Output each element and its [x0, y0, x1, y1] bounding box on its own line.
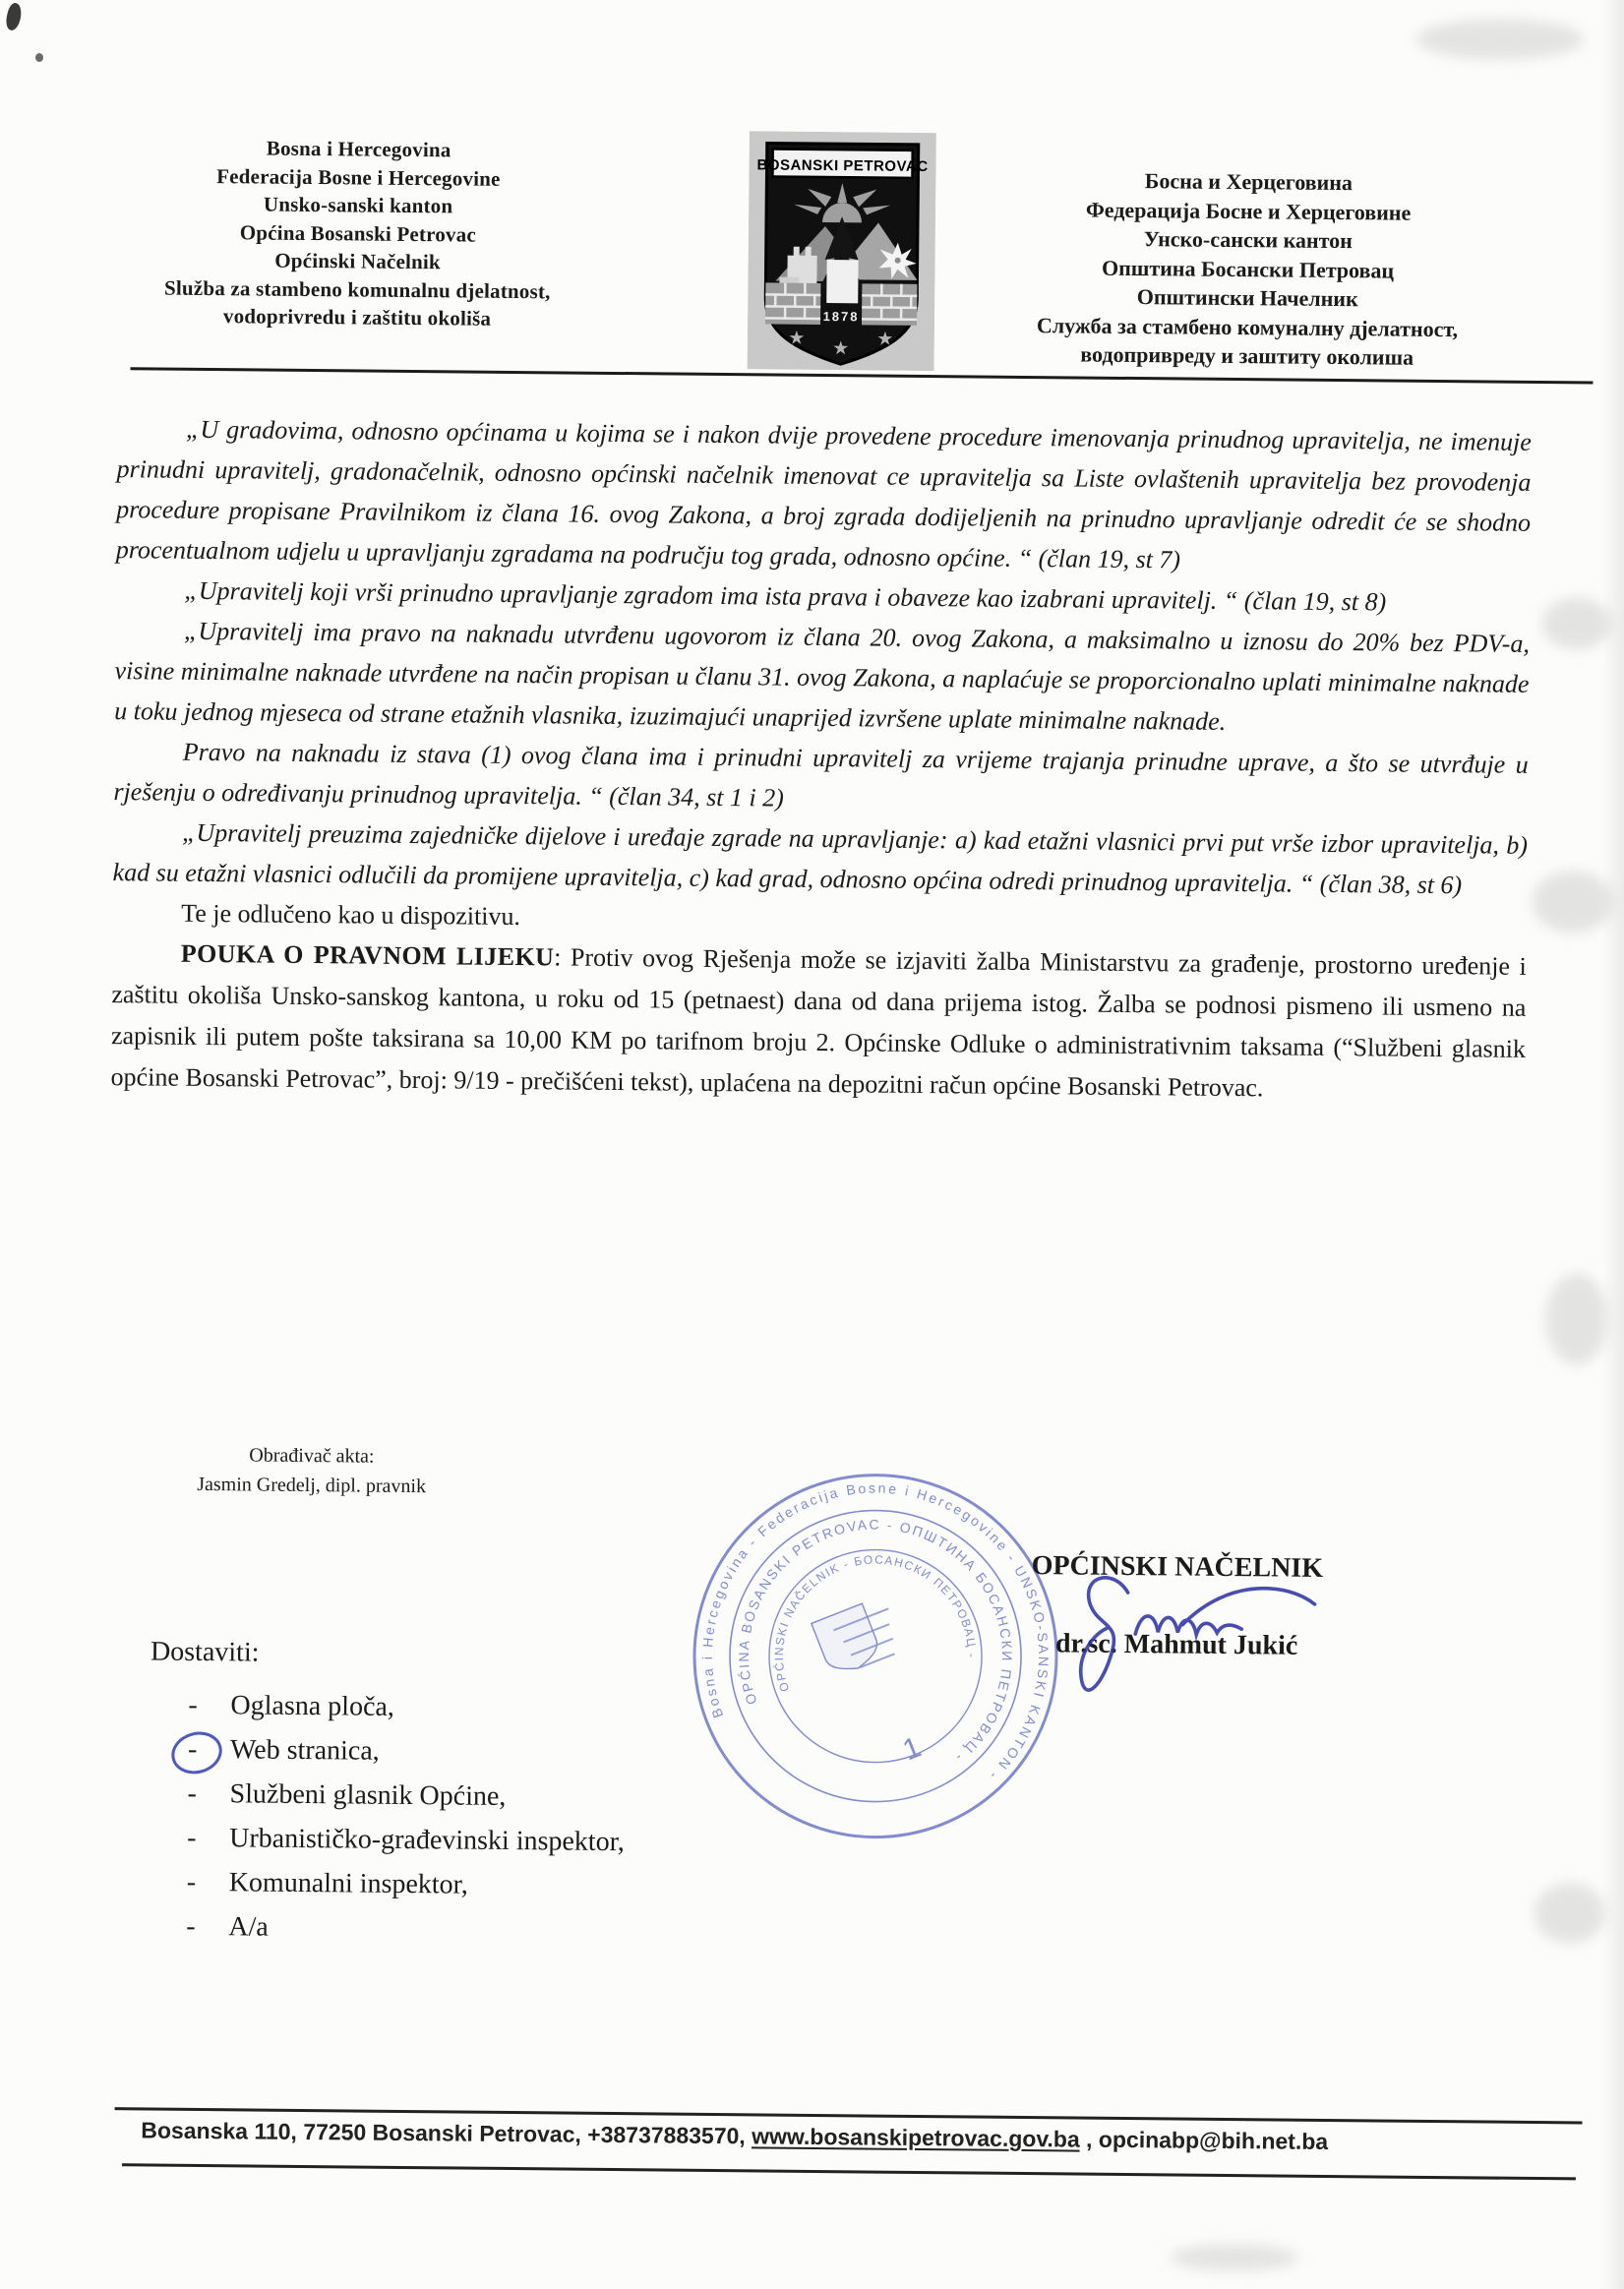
list-item-text: Komunalni inspektor, — [228, 1867, 468, 1900]
header-latin-line: vodoprivredu i zaštitu okoliša — [222, 304, 492, 331]
list-item — [150, 1733, 759, 1783]
signatory-title: OPĆINSKI NAČELNIK — [1031, 1550, 1324, 1584]
footer-website: www.bosanskipetrovac.gov.ba — [752, 2123, 1080, 2152]
header-cyrillic-line: Општински Начелник — [1136, 284, 1358, 312]
list-item — [150, 1689, 759, 1739]
handwritten-signature-icon — [1032, 1562, 1329, 1722]
distribution-label: Dostaviti: — [150, 1636, 260, 1668]
coat-of-arms-year: 1878 — [822, 308, 860, 325]
act-processor-label: Obrađivač akta: — [249, 1444, 375, 1468]
scan-artifact — [1602, 0, 1624, 2289]
distribution-list — [148, 1636, 760, 1960]
header-cyrillic-line: Општина Босански Петровац — [1101, 255, 1395, 283]
stamp-number: 1 — [898, 1730, 926, 1768]
list-dash: - — [187, 1822, 197, 1853]
list-item-text: Službeni glasnik Općine, — [229, 1778, 507, 1812]
act-processor-name: Jasmin Gredelj, dipl. pravnik — [197, 1473, 427, 1498]
scan-artifact — [1171, 2245, 1298, 2270]
list-dash: - — [187, 1777, 198, 1809]
coat-of-arms-icon — [748, 131, 936, 371]
list-item — [148, 1866, 757, 1916]
footer-address: Bosanska 110, 77250 Bosanski Petrovac, +38737883570, — [141, 2117, 752, 2149]
scan-artifact — [1546, 1274, 1607, 1364]
scan-artifact — [35, 53, 43, 62]
header-cyrillic — [957, 164, 1539, 373]
header-cyrillic-line: водопривреду и заштиту околиша — [1080, 341, 1414, 370]
decision-line: Te je odlučeno kao u dispozitivu. — [181, 898, 521, 932]
svg-text:★: ★ — [788, 328, 806, 349]
footer-divider-bottom — [122, 2163, 1576, 2180]
quoted-paragraph: „U gradovima, odnosno općinama u kojima se i nakon dvije provedene procedure imenovanja prinudnog upravitelja, ne imenuje prinudni upravitelj, gradonačelnik, odnosno općinski načelnik imenovat ce upravitelja sa Liste ovlaštenih upravitelja bez provodenja procedure propisane Pravilnikom iz člana 16. ovog Zakona, a broj zgrada dodijeljenih na prinudno upravljanje odredit će se shodno procentualnom udjelu u upravljanju zgradama na području tog grada, odnosno općine. “ (član 19, st 7) — [115, 414, 1533, 574]
stamp-ring-middle-text: OPĆINA BOSANSKI PETROVAC - ОПШТИНА БОСАНСКИ ПЕТРОВАЦ - — [736, 1516, 1016, 1767]
quoted-paragraph: „Upravitelj ima pravo na naknadu utvrđenu ugovorom iz člana 20. ovog Zakona, a maksimalno u iznosu do 20% bez PDV-a, visine minimalne naknade utvrđene na način propisan u članu 31. ovog Zakona, a naplaćuje se proporcionalno uplati minimalne naknade u toku jednog mjeseca od strane etažnih vlasnika, izuzimajući unaprijed izvršene uplate minimalne naknade. — [114, 616, 1531, 736]
svg-text:★: ★ — [876, 329, 894, 350]
header-cyrillic-line: Босна и Херцеговина — [1144, 168, 1353, 196]
header-latin-line: Općinski Načelnik — [274, 248, 441, 274]
legal-remedy-text: : Protiv ovog Rješenja može se izjaviti žalba Ministarstvu za građenje, prostorno uređenje i zaštitu okoliša Unsko-sanskog kantona, u roku od 15 (petnaest) dana od dana prijema istog. Žalba se podnosi pismeno ili usmeno na zapisnik ili putem pošte taksirana sa 10,00 KM po tarifnom broju 2. Općinske Odluke o administrativnim taksama (“Službeni glasnik općine Bosanski Petrovac”, broj: 9/19 - prečišćeni tekst), uplaćena na depozitni račun općine Bosanski Petrovac. — [110, 942, 1527, 1103]
quoted-paragraph: „Upravitelj koji vrši prinudno upravljanje zgradom ima ista prava i obaveze kao izabrani upravitelj. “ (član 19, st 8) — [184, 575, 1387, 617]
scan-artifact — [1534, 1884, 1605, 1943]
coat-of-arms — [748, 131, 936, 371]
header-latin-line: Služba za stambeno komunalnu djelatnost, — [163, 275, 551, 303]
document-body — [110, 408, 1532, 1112]
header-cyrillic-line: Служба за стамбено комуналну дјелатност, — [1036, 312, 1459, 341]
header-latin-line: Federacija Bosne i Hercegovine — [216, 163, 501, 191]
scan-artifact — [1416, 20, 1584, 59]
list-item-text: Oglasna ploča, — [230, 1690, 395, 1722]
list-item — [148, 1910, 757, 1960]
legal-remedy-paragraph — [110, 933, 1527, 1112]
legal-remedy-label: POUKA O PRAVNOM LIJEKU — [180, 938, 555, 972]
signatory-name: dr.sc. Mahmut Jukić — [1054, 1628, 1298, 1661]
list-dash: - — [186, 1910, 196, 1942]
scan-artifact — [1533, 872, 1613, 933]
svg-text:★: ★ — [832, 338, 850, 360]
quoted-paragraph: „Upravitelj preuzima zajedničke dijelove i uređaje zgrade na upravljanje: a) kad etažni vlasnici prvi put vrše izbor upravitelja, b) kad su etažni vlasnici odlučili da promijene upravitelja, c) kad grad, odnosno općina odredi prinudnog upravitelja. “ (član 38, st 6) — [112, 817, 1529, 900]
act-processor — [125, 1439, 500, 1502]
list-item-text: Urbanističko-građevinski inspektor, — [229, 1823, 626, 1858]
footer-contact — [141, 2117, 1478, 2156]
list-dash: - — [186, 1866, 197, 1897]
list-item — [149, 1822, 758, 1872]
list-item — [149, 1777, 758, 1828]
list-dash: - — [188, 1689, 198, 1720]
footer-email: , opcinabp@bih.net.ba — [1079, 2126, 1329, 2155]
handwritten-signature — [1032, 1562, 1329, 1722]
stamp-ring-outer-text: Bosna i Hercegovina - Federacija Bosne i Hercegovine - UNSKO-SANSKI KANTON - — [699, 1479, 1053, 1785]
scan-artifact — [1542, 598, 1611, 649]
list-item-text: A/a — [228, 1911, 269, 1943]
list-item-text: Web stranica, — [229, 1734, 380, 1767]
header-latin-line: Bosna i Hercegovina — [266, 136, 451, 162]
header-cyrillic-line: Федерација Босне и Херцеговине — [1085, 197, 1412, 225]
quoted-paragraph: Pravo na naknadu iz stava (1) ovog člana ima i prinudni upravitelj za vrijeme trajanja prinudne uprave, a što se utvrđuje u rješenju o određivanju prinudnog upravitelja. “ (član 34, st 1 i 2) — [113, 737, 1529, 813]
header-latin — [101, 133, 615, 333]
header-latin-line: Unsko-sanski kanton — [263, 192, 453, 218]
header-latin-line: Općina Bosanski Petrovac — [239, 219, 477, 247]
stamp-ring-inner-text: OPĆINSKI NAČELNIK - БОСАНСКИ ПЕТРОВАЦ - — [771, 1552, 980, 1694]
list-dash: - — [187, 1733, 198, 1765]
coat-of-arms-title: BOSANSKI PETROVAC — [756, 156, 929, 176]
header-cyrillic-line: Унско-сански кантон — [1143, 226, 1353, 254]
